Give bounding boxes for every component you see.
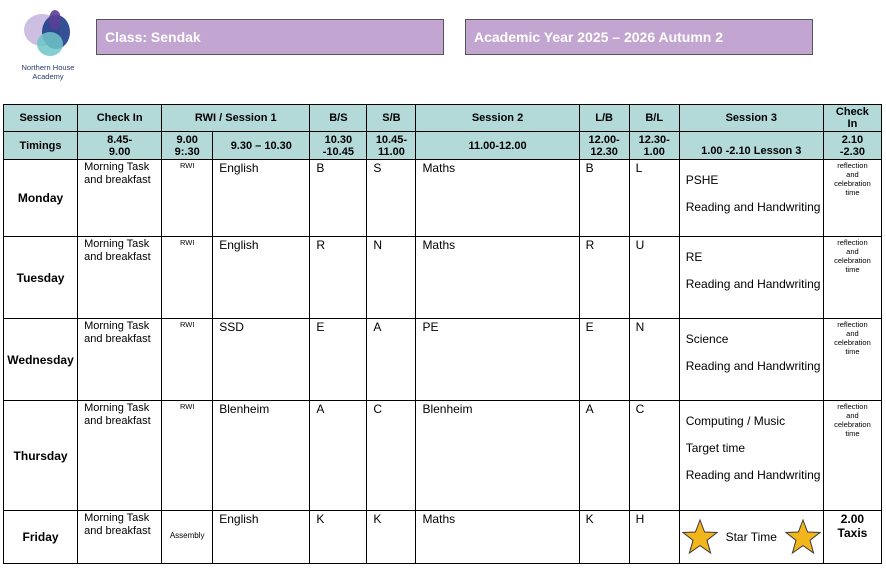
session3-subject: Reading and Handwriting <box>685 277 821 291</box>
timings-checkin <box>78 132 162 160</box>
morning-task-line2: and breakfast <box>84 174 151 186</box>
reflection-cell <box>823 319 881 401</box>
timings-bs-a: 10.30 <box>324 133 353 146</box>
header-check-in-end-b: In <box>847 118 858 130</box>
bl-cell: H <box>629 511 679 564</box>
reflection-text-c: celebration <box>834 256 871 265</box>
lb-cell: B <box>579 160 629 237</box>
timings-end-b: -2.30 <box>839 145 865 158</box>
taxis-cell <box>823 511 881 564</box>
reflection-text-d: time <box>845 188 860 197</box>
sb-cell: N <box>367 237 416 319</box>
bl-cell: N <box>629 319 679 401</box>
assembly-cell: Assembly <box>162 511 213 564</box>
morning-task-line2: and breakfast <box>84 525 151 537</box>
header-bs: B/S <box>310 105 367 132</box>
session1-cell: Blenheim <box>213 401 310 511</box>
header-sb: S/B <box>367 105 416 132</box>
morning-task-line1: Morning Task <box>84 161 150 173</box>
school-name-line1: Northern House <box>21 63 75 72</box>
day-label: Wednesday <box>4 319 78 401</box>
timings-bs <box>310 132 367 160</box>
reflection-text-b: and <box>846 247 859 256</box>
session3-cell <box>679 401 823 511</box>
session3-subject: Target time <box>685 441 746 455</box>
rwi-cell: RWI <box>162 401 213 511</box>
bs-cell: E <box>310 319 367 401</box>
reflection-text-c: celebration <box>834 420 871 429</box>
check-in-cell <box>78 401 162 511</box>
timings-lb <box>579 132 629 160</box>
lb-cell: E <box>579 319 629 401</box>
timings-sb-a: 10.45- <box>375 133 408 146</box>
header-rwi-session1: RWI / Session 1 <box>162 105 310 132</box>
star-icon <box>682 519 718 555</box>
morning-task-line1: Morning Task <box>84 512 150 524</box>
header-lb: L/B <box>579 105 629 132</box>
session3-subject: Reading and Handwriting <box>685 200 821 214</box>
check-in-cell <box>78 160 162 237</box>
reflection-text-a: reflection <box>837 161 868 170</box>
reflection-text-b: and <box>846 411 859 420</box>
academic-year-banner: Academic Year 2025 – 2026 Autumn 2 <box>465 19 813 55</box>
rwi-cell: RWI <box>162 160 213 237</box>
timings-label: Timings <box>4 132 78 160</box>
session3-cell <box>679 511 823 564</box>
reflection-text-d: time <box>845 429 860 438</box>
timings-end-a: 2.10 <box>841 133 864 146</box>
table-row <box>4 237 882 319</box>
timings-lb-b: 12.30 <box>590 145 618 158</box>
timetable <box>3 104 882 564</box>
morning-task-line2: and breakfast <box>84 333 151 345</box>
bs-cell: A <box>310 401 367 511</box>
check-in-cell <box>78 319 162 401</box>
timings-end <box>823 132 881 160</box>
session1-cell: English <box>213 511 310 564</box>
reflection-text-b: and <box>846 170 859 179</box>
timings-bs-b: -10.45 <box>322 145 354 158</box>
timings-session3: 1.00 -2.10 Lesson 3 <box>679 132 823 160</box>
star-time-label: Star Time <box>725 530 777 544</box>
header-session2: Session 2 <box>416 105 579 132</box>
morning-task-line2: and breakfast <box>84 251 151 263</box>
session3-subject: Reading and Handwriting <box>685 359 821 373</box>
session1-cell: SSD <box>213 319 310 401</box>
timings-checkin-a: 8.45- <box>107 133 133 146</box>
header-session3: Session 3 <box>679 105 823 132</box>
session2-cell: Blenheim <box>416 401 579 511</box>
table-row <box>4 511 882 564</box>
morning-task-line2: and breakfast <box>84 415 151 427</box>
header-check-in: Check In <box>78 105 162 132</box>
session3-subject: RE <box>685 250 703 264</box>
lb-cell: A <box>579 401 629 511</box>
lb-cell: K <box>579 511 629 564</box>
header-row <box>4 105 882 132</box>
session1-cell: English <box>213 237 310 319</box>
bs-cell: B <box>310 160 367 237</box>
session3-subject: Computing / Music <box>685 414 786 428</box>
bs-cell: K <box>310 511 367 564</box>
timings-rwi <box>162 132 213 160</box>
class-banner: Class: Sendak <box>96 19 444 55</box>
timings-row <box>4 132 882 160</box>
header-session: Session <box>4 105 78 132</box>
reflection-text-b: and <box>846 329 859 338</box>
header-check-in-end <box>823 105 881 132</box>
table-row <box>4 319 882 401</box>
day-label: Friday <box>4 511 78 564</box>
rwi-cell: RWI <box>162 319 213 401</box>
day-label: Tuesday <box>4 237 78 319</box>
reflection-text-c: celebration <box>834 338 871 347</box>
lb-cell: R <box>579 237 629 319</box>
star-icon <box>785 519 821 555</box>
reflection-text-a: reflection <box>837 320 868 329</box>
reflection-text-d: time <box>845 347 860 356</box>
timings-checkin-b: 9.00 <box>108 145 131 158</box>
sb-cell: A <box>367 319 416 401</box>
sb-cell: S <box>367 160 416 237</box>
sb-cell: C <box>367 401 416 511</box>
session1-cell: English <box>213 160 310 237</box>
morning-task-line1: Morning Task <box>84 238 150 250</box>
header-check-in-end-a: Check <box>835 106 869 118</box>
taxis-time: 2.00 <box>840 512 865 526</box>
session3-cell <box>679 237 823 319</box>
session3-subject: Reading and Handwriting <box>685 468 821 482</box>
taxis-label: Taxis <box>837 526 868 540</box>
table-row <box>4 401 882 511</box>
session3-cell <box>679 160 823 237</box>
timings-rwi-b: 9:.30 <box>174 145 200 158</box>
session3-subject: Science <box>685 332 729 346</box>
timings-bl <box>629 132 679 160</box>
day-label: Monday <box>4 160 78 237</box>
reflection-text-d: time <box>845 265 860 274</box>
timings-session2: 11.00-12.00 <box>416 132 579 160</box>
school-name <box>12 63 84 81</box>
session2-cell: Maths <box>416 160 579 237</box>
morning-task-line1: Morning Task <box>84 402 150 414</box>
timings-sb <box>367 132 416 160</box>
day-label: Thursday <box>4 401 78 511</box>
session2-cell: Maths <box>416 237 579 319</box>
morning-task-line1: Morning Task <box>84 320 150 332</box>
check-in-cell <box>78 237 162 319</box>
reflection-text-a: reflection <box>837 238 868 247</box>
reflection-cell <box>823 401 881 511</box>
session3-cell <box>679 319 823 401</box>
header-bl: B/L <box>629 105 679 132</box>
rwi-cell: RWI <box>162 237 213 319</box>
bl-cell: U <box>629 237 679 319</box>
reflection-cell <box>823 237 881 319</box>
bl-cell: C <box>629 401 679 511</box>
session2-cell: PE <box>416 319 579 401</box>
timings-sb-b: 11.00 <box>377 145 405 158</box>
timings-rwi-a: 9.00 <box>176 133 198 146</box>
timings-bl-b: 1.00 <box>643 145 665 158</box>
table-row <box>4 160 882 237</box>
academy-logo <box>12 6 84 86</box>
sb-cell: K <box>367 511 416 564</box>
session3-subject: PSHE <box>685 173 719 187</box>
timings-bl-a: 12.30- <box>638 133 670 146</box>
reflection-text-a: reflection <box>837 402 868 411</box>
check-in-cell <box>78 511 162 564</box>
reflection-cell <box>823 160 881 237</box>
school-name-line2: Academy <box>32 72 64 81</box>
star-time-row <box>680 519 823 555</box>
timings-lb-a: 12.00- <box>588 133 620 146</box>
session2-cell: Maths <box>416 511 579 564</box>
reflection-text-c: celebration <box>834 179 871 188</box>
bs-cell: R <box>310 237 367 319</box>
bl-cell: L <box>629 160 679 237</box>
timings-session1: 9.30 – 10.30 <box>213 132 310 160</box>
academy-logo-icon <box>22 8 74 62</box>
